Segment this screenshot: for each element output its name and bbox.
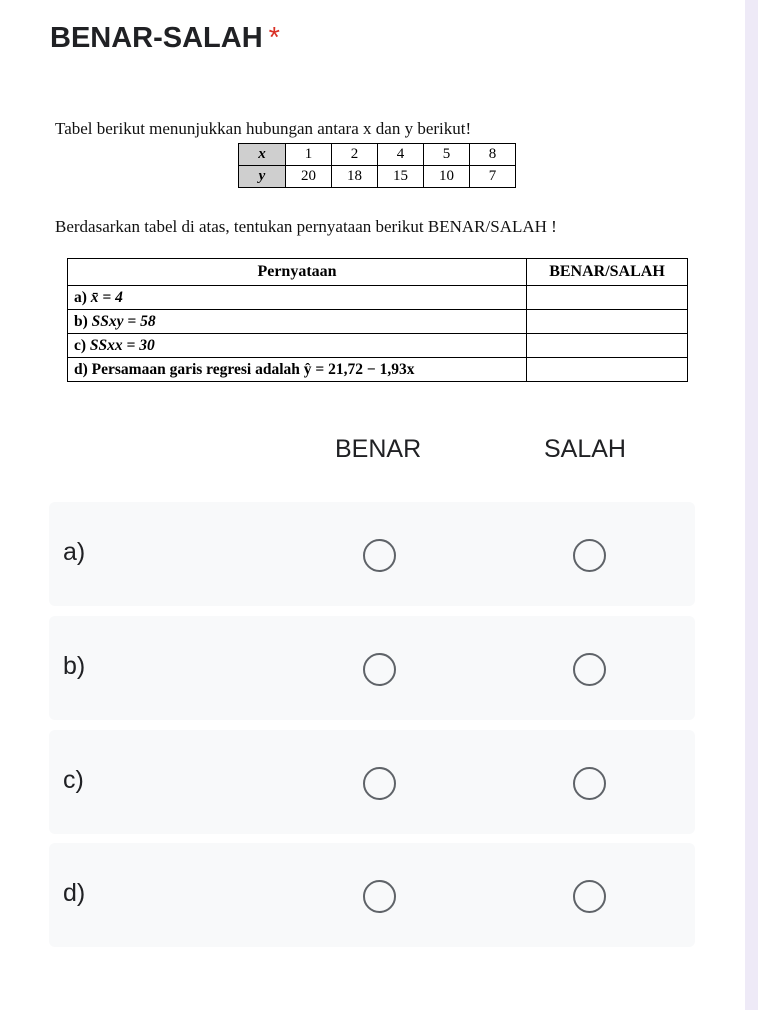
xy-data-table xyxy=(238,143,516,188)
grid-row-label: b) xyxy=(63,652,86,680)
radio-salah[interactable] xyxy=(573,767,606,800)
intro-text: Tabel berikut menunjukkan hubungan antara x dan y berikut! xyxy=(55,119,472,138)
required-asterisk: * xyxy=(268,22,280,54)
grid-row-label: a) xyxy=(63,538,86,566)
x-value: 5 xyxy=(424,144,470,166)
statement-row xyxy=(68,358,688,382)
statement-table xyxy=(67,258,688,382)
statement-label: c) xyxy=(74,336,87,354)
statement-answer-cell xyxy=(527,358,688,382)
radio-benar[interactable] xyxy=(363,880,396,913)
x-value: 4 xyxy=(378,144,424,166)
radio-salah[interactable] xyxy=(573,539,606,572)
x-value: 8 xyxy=(470,144,516,166)
page-side-border xyxy=(745,0,758,1010)
answer-header: BENAR/SALAH xyxy=(527,259,688,286)
statement-label: a) xyxy=(74,288,87,306)
radio-benar[interactable] xyxy=(363,653,396,686)
radio-benar[interactable] xyxy=(363,539,396,572)
statement-text: SSxx = 30 xyxy=(89,336,155,354)
x-value: 2 xyxy=(332,144,378,166)
y-value: 10 xyxy=(424,166,470,188)
y-row-header: y xyxy=(239,166,286,188)
column-header-salah: SALAH xyxy=(544,435,626,463)
statement-row xyxy=(68,286,688,310)
statement-text: SSxy = 58 xyxy=(91,312,156,330)
instruction-text: Berdasarkan tabel di atas, tentukan pernyataan berikut BENAR/SALAH ! xyxy=(55,217,557,236)
statement-answer-cell xyxy=(527,286,688,310)
statement-answer-cell xyxy=(527,334,688,358)
grid-row-label: c) xyxy=(63,766,84,794)
y-value: 15 xyxy=(378,166,424,188)
statement-row xyxy=(68,310,688,334)
question-title: BENAR-SALAH * xyxy=(50,22,280,54)
statement-header: Pernyataan xyxy=(68,259,527,286)
radio-benar[interactable] xyxy=(363,767,396,800)
y-value: 20 xyxy=(286,166,332,188)
grid-row-d xyxy=(49,843,695,947)
statement-text: Persamaan garis regresi adalah ŷ = 21,72 − 1,93x xyxy=(91,360,415,378)
radio-salah[interactable] xyxy=(573,880,606,913)
grid-row-c xyxy=(49,730,695,834)
y-value: 18 xyxy=(332,166,378,188)
x-row-header: x xyxy=(239,144,286,166)
x-value: 1 xyxy=(286,144,332,166)
statement-label: b) xyxy=(74,312,88,330)
radio-salah[interactable] xyxy=(573,653,606,686)
statement-answer-cell xyxy=(527,310,688,334)
statement-label: d) xyxy=(74,360,88,378)
column-header-benar: BENAR xyxy=(335,435,422,463)
statement-text: x̄ = 4 xyxy=(90,288,123,306)
grid-row-label: d) xyxy=(63,879,86,907)
statement-row xyxy=(68,334,688,358)
grid-row-a xyxy=(49,502,695,606)
y-value: 7 xyxy=(470,166,516,188)
grid-row-b xyxy=(49,616,695,720)
